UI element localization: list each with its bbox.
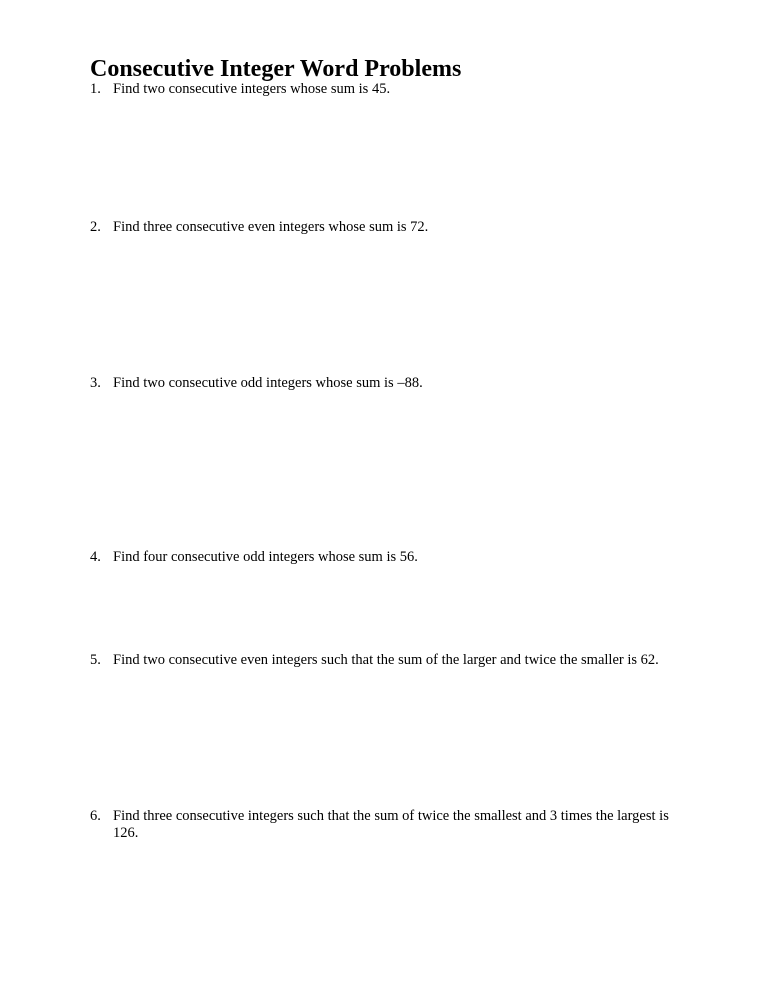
problem-item xyxy=(90,375,690,392)
problem-text: Find two consecutive odd integers whose sum is –88. xyxy=(113,375,423,391)
problem-number: 5. xyxy=(90,652,101,668)
problem-number: 4. xyxy=(90,549,101,565)
problem-item xyxy=(90,219,690,236)
page-title: Consecutive Integer Word Problems xyxy=(90,56,462,82)
problem-item xyxy=(90,808,690,842)
problem-item xyxy=(90,549,690,566)
problem-item xyxy=(90,81,690,98)
problem-number: 1. xyxy=(90,81,101,97)
problem-text: Find three consecutive even integers whose sum is 72. xyxy=(113,219,429,235)
problem-text: Find two consecutive even integers such that the sum of the larger and twice the smaller is 62. xyxy=(113,652,659,668)
problem-text: Find four consecutive odd integers whose sum is 56. xyxy=(113,549,418,565)
problem-item xyxy=(90,652,690,669)
problem-text: Find three consecutive integers such that the sum of twice the smallest and 3 times the largest is 126. xyxy=(113,808,669,841)
problem-number: 3. xyxy=(90,375,101,391)
problem-number: 6. xyxy=(90,808,101,824)
problem-text: Find two consecutive integers whose sum is 45. xyxy=(113,81,391,97)
problem-number: 2. xyxy=(90,219,101,235)
